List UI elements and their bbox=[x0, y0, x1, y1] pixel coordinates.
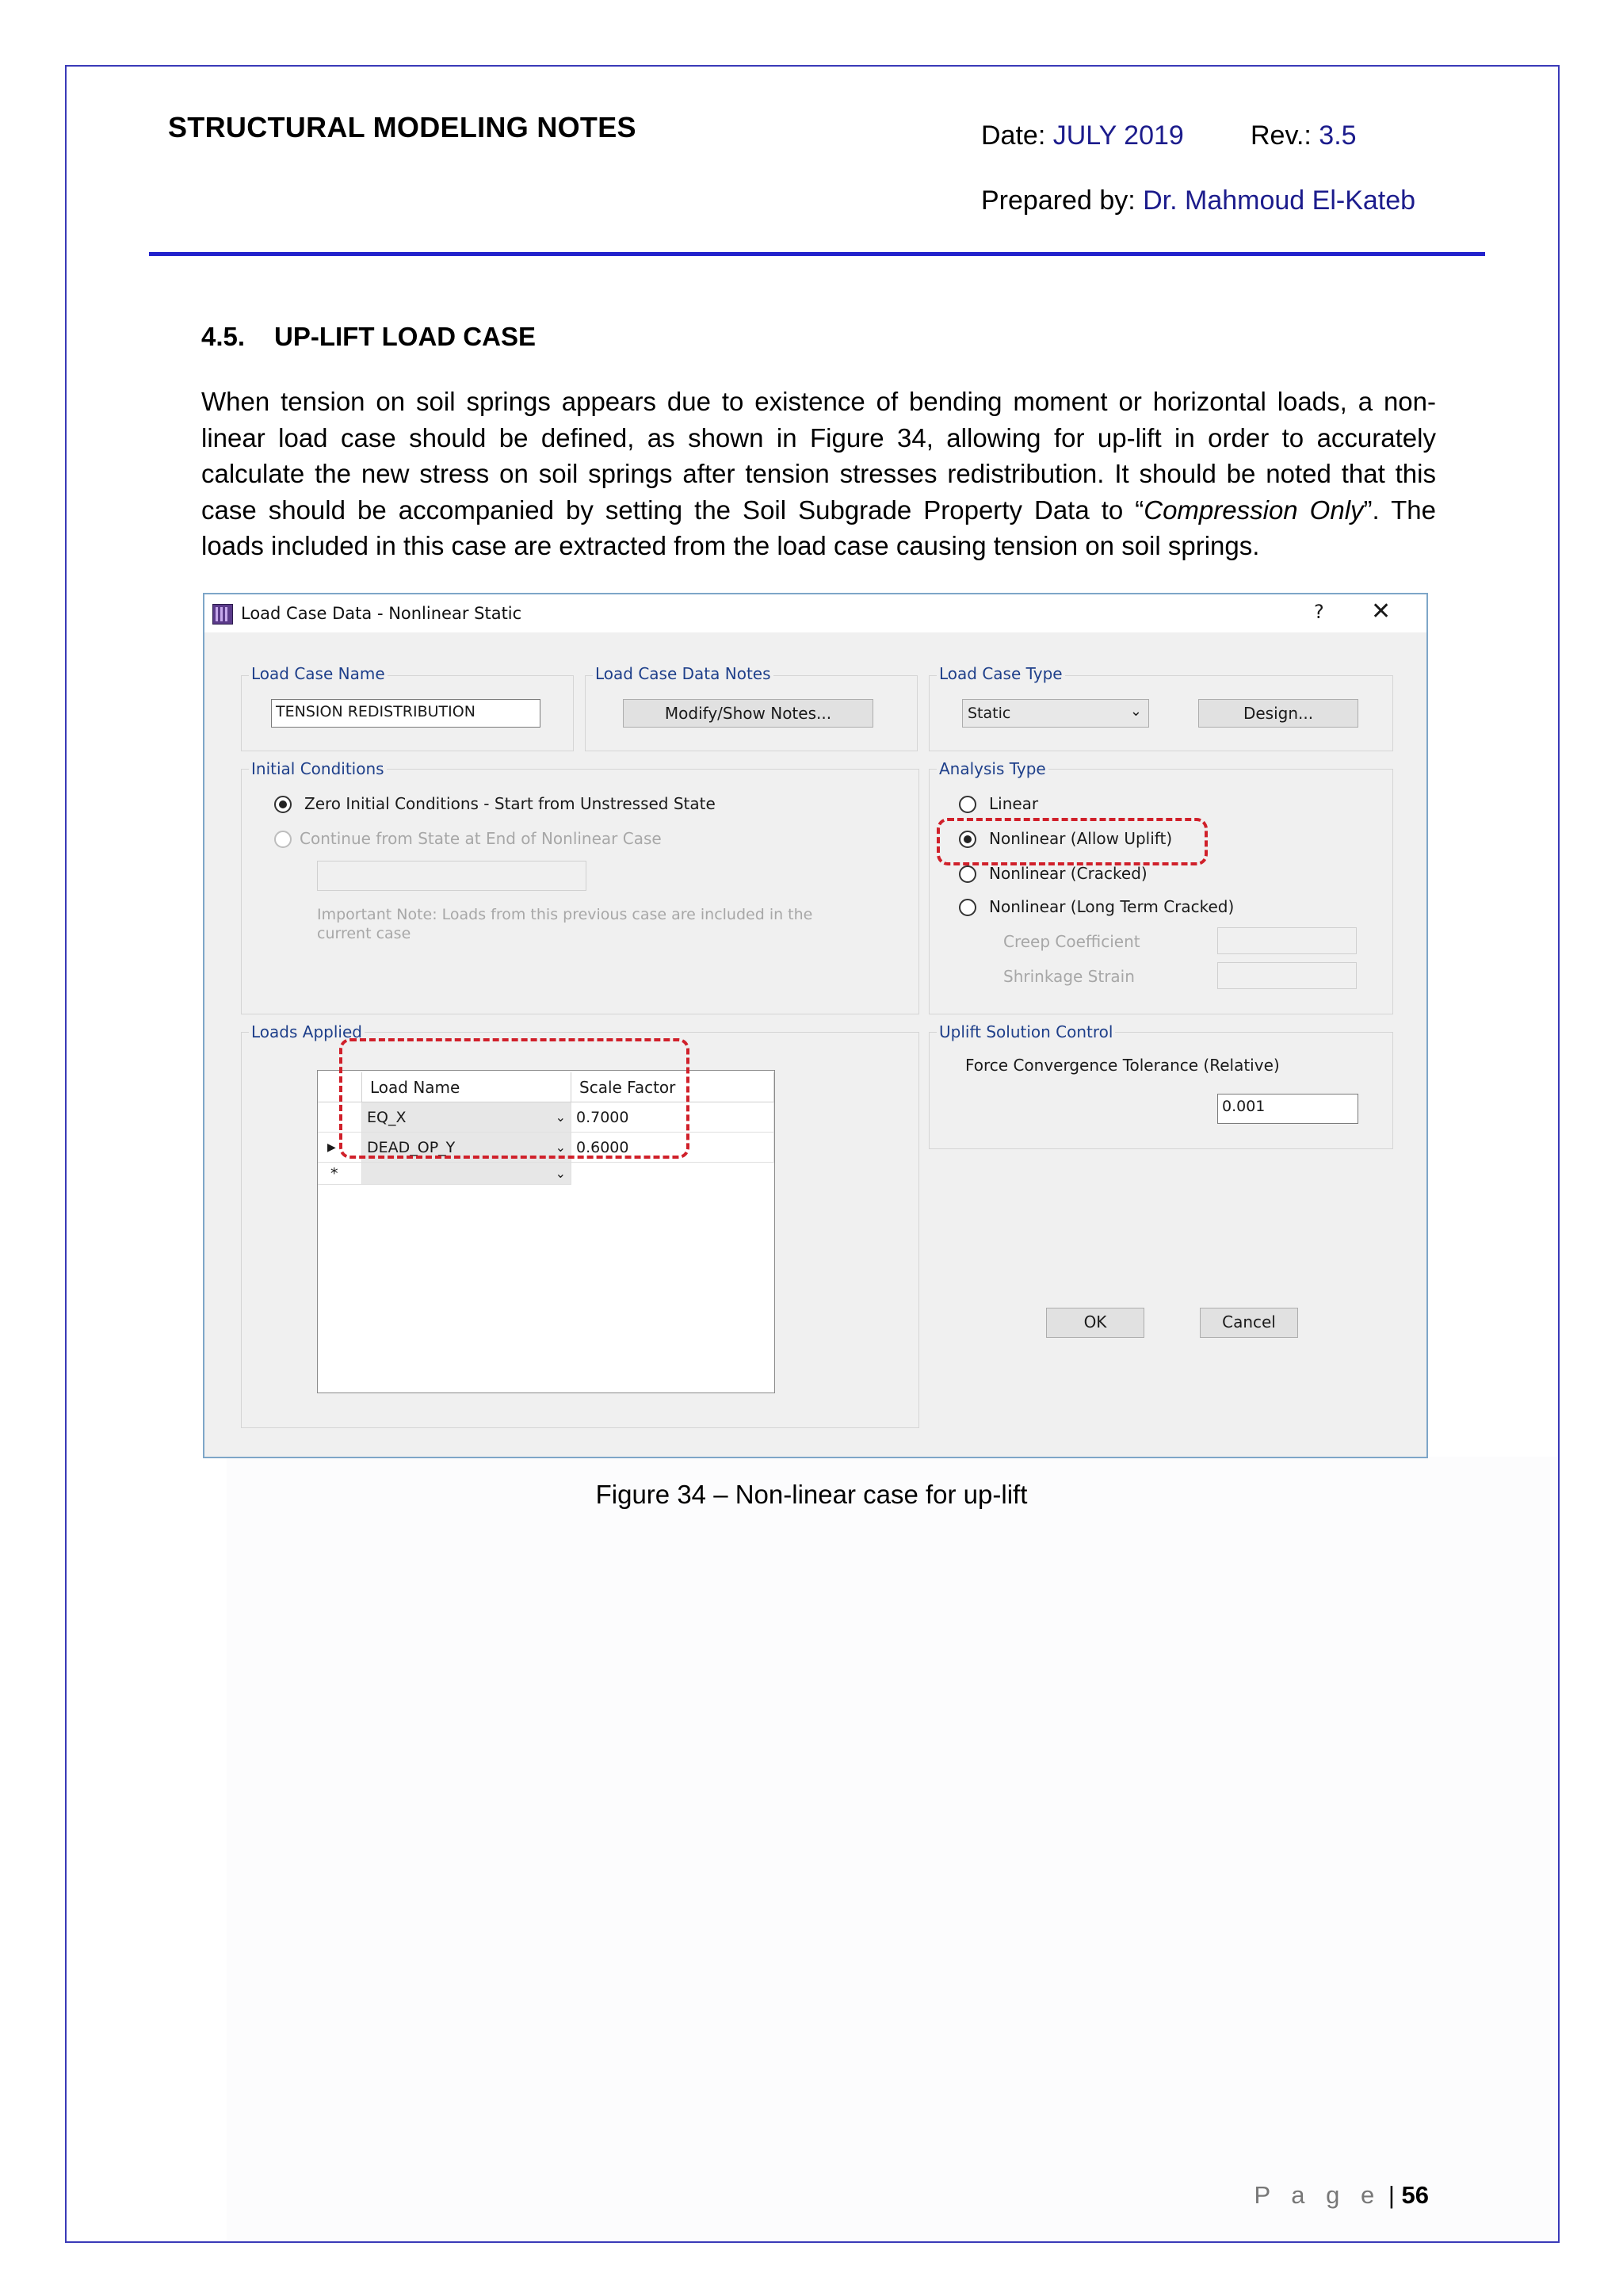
load-name-value: DEAD_OP_Y bbox=[367, 1139, 456, 1156]
radio-long-term-cracked[interactable] bbox=[959, 899, 976, 916]
design-button[interactable]: Design... bbox=[1198, 699, 1358, 728]
load-name-value: EQ_X bbox=[367, 1109, 407, 1126]
page-number: 56 bbox=[1401, 2181, 1429, 2209]
prepared-value: Dr. Mahmoud El-Kateb bbox=[1143, 185, 1416, 216]
close-icon[interactable]: ✕ bbox=[1371, 598, 1392, 625]
highlight-uplift-option bbox=[937, 818, 1208, 865]
nonlinear-case-field[interactable] bbox=[317, 861, 586, 891]
load-case-name-input[interactable]: TENSION REDISTRIBUTION bbox=[271, 699, 540, 728]
col-load-name[interactable]: Load Name bbox=[362, 1072, 571, 1102]
zero-initial-label: Zero Initial Conditions - Start from Unstressed State bbox=[304, 794, 716, 813]
header-rule bbox=[149, 252, 1485, 256]
important-note: Important Note: Loads from this previous case are included in the current case bbox=[317, 906, 813, 942]
paragraph-italic: Compression Only bbox=[1144, 495, 1364, 525]
creep-coefficient-input[interactable] bbox=[1217, 927, 1357, 954]
radio-linear[interactable] bbox=[959, 796, 976, 813]
radio-zero-initial[interactable] bbox=[274, 796, 292, 813]
continue-state-label: Continue from State at End of Nonlinear Case bbox=[300, 829, 662, 848]
chevron-down-icon: ⌄ bbox=[555, 1140, 566, 1155]
page-separator: | bbox=[1388, 2181, 1395, 2209]
help-icon[interactable]: ? bbox=[1314, 601, 1324, 623]
highlight-loads bbox=[339, 1038, 689, 1159]
analysis-option-uplift: Nonlinear (Allow Uplift) bbox=[989, 829, 1173, 848]
radio-nonlinear-cracked[interactable] bbox=[959, 865, 976, 883]
prepared-label: Prepared by: bbox=[981, 185, 1136, 216]
initial-conditions-label: Initial Conditions bbox=[249, 759, 387, 778]
chevron-down-icon: ⌄ bbox=[1129, 703, 1142, 720]
paragraph-text-end: ”. The loads included in this case are extracted from the load case causing tension on soil springs. bbox=[201, 495, 1436, 560]
document-title: STRUCTURAL MODELING NOTES bbox=[168, 111, 636, 143]
dialog-titlebar bbox=[204, 594, 1426, 632]
figure-caption: Figure 34 – Non-linear case for up-lift bbox=[595, 1480, 1028, 1509]
date-value: JULY 2019 bbox=[1052, 120, 1184, 151]
section-heading bbox=[201, 322, 536, 352]
analysis-option-cracked: Nonlinear (Cracked) bbox=[989, 864, 1148, 883]
header-date bbox=[981, 120, 1184, 151]
date-label: Date: bbox=[981, 120, 1046, 151]
modify-notes-button[interactable]: Modify/Show Notes... bbox=[623, 699, 873, 728]
rev-label: Rev.: bbox=[1251, 120, 1312, 151]
rev-value: 3.5 bbox=[1319, 120, 1357, 151]
ok-button[interactable]: OK bbox=[1046, 1308, 1144, 1338]
page-label: P a g e bbox=[1254, 2181, 1382, 2209]
cancel-button[interactable]: Cancel bbox=[1200, 1308, 1298, 1338]
chevron-down-icon: ⌄ bbox=[555, 1166, 566, 1181]
new-row-marker[interactable]: * bbox=[318, 1163, 362, 1185]
paragraph-text: When tension on soil springs appears due to existence of bending moment or horizontal loads, a non-linear load case should be defined, as shown in Figure 34, allowing for up-lift in order to accurately calculate the new stress on soil springs after tension stresses redistribution. It should be noted that this case should be accompanied by setting the Soil Subgrade Property Data to “ bbox=[201, 387, 1436, 525]
app-icon bbox=[212, 604, 233, 625]
load-case-name-label: Load Case Name bbox=[249, 664, 388, 683]
analysis-type-label: Analysis Type bbox=[937, 759, 1048, 778]
chevron-down-icon: ⌄ bbox=[555, 1110, 566, 1125]
load-case-type-value: Static bbox=[968, 705, 1011, 722]
uplift-control-label: Uplift Solution Control bbox=[937, 1022, 1115, 1041]
header-prepared bbox=[981, 185, 1415, 216]
body-paragraph bbox=[201, 384, 1436, 564]
load-case-dialog bbox=[203, 593, 1428, 1458]
load-case-type-select[interactable] bbox=[962, 699, 1149, 728]
page-footer bbox=[1254, 2181, 1429, 2210]
analysis-option-linear: Linear bbox=[989, 794, 1039, 813]
section-number: 4.5. bbox=[201, 322, 246, 351]
header-rev bbox=[1251, 120, 1357, 151]
tolerance-input[interactable]: 0.001 bbox=[1217, 1094, 1358, 1124]
col-scale-factor[interactable]: Scale Factor bbox=[571, 1072, 774, 1102]
section-title: UP-LIFT LOAD CASE bbox=[274, 322, 536, 351]
current-row-icon: ▶ bbox=[327, 1141, 336, 1154]
dialog-title: Load Case Data - Nonlinear Static bbox=[241, 604, 522, 623]
shrinkage-strain-label: Shrinkage Strain bbox=[1003, 967, 1135, 986]
analysis-option-long-term: Nonlinear (Long Term Cracked) bbox=[989, 897, 1235, 916]
tolerance-label: Force Convergence Tolerance (Relative) bbox=[965, 1056, 1280, 1075]
notes-label: Load Case Data Notes bbox=[593, 664, 773, 683]
load-case-type-label: Load Case Type bbox=[937, 664, 1065, 683]
shrinkage-strain-input[interactable] bbox=[1217, 962, 1357, 989]
new-row-load-name[interactable] bbox=[362, 1163, 571, 1185]
background-shade bbox=[227, 1457, 1558, 2241]
table-row-scale-factor[interactable]: 0.6000 bbox=[571, 1133, 774, 1163]
creep-coefficient-label: Creep Coefficient bbox=[1003, 932, 1140, 951]
uplift-control-group bbox=[929, 1032, 1393, 1149]
table-row-scale-factor[interactable]: 0.7000 bbox=[571, 1102, 774, 1133]
radio-continue-state[interactable] bbox=[274, 831, 292, 848]
loads-applied-label: Loads Applied bbox=[249, 1022, 365, 1041]
